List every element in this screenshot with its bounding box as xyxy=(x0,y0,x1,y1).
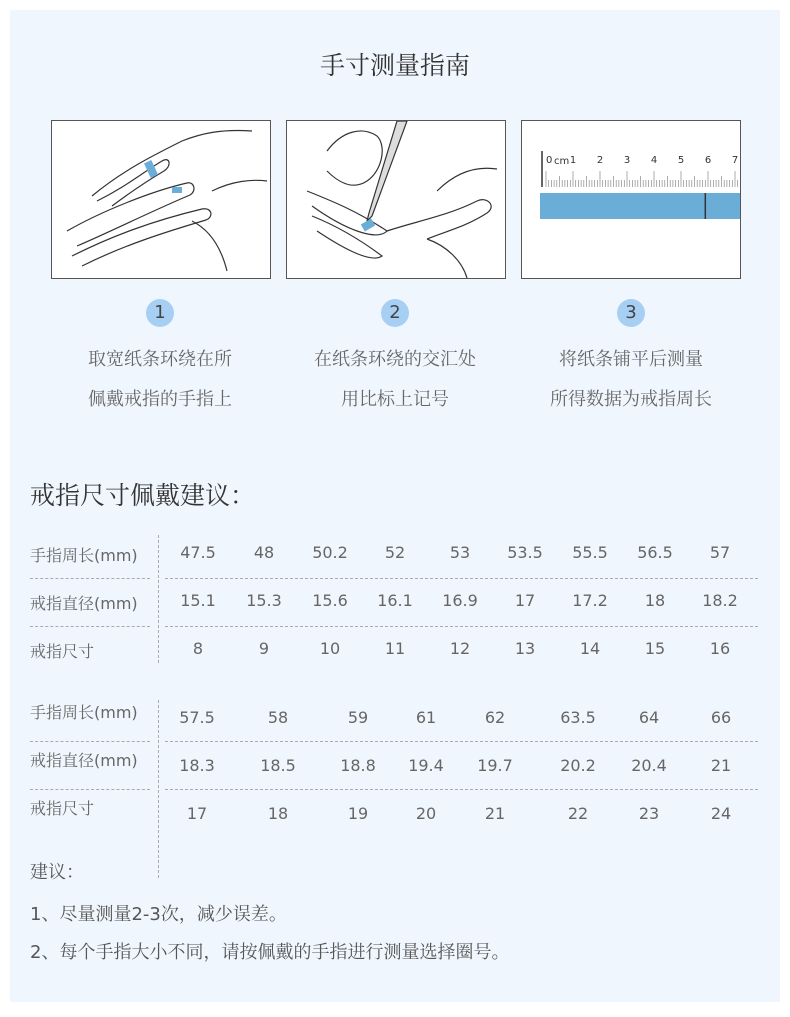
table-cell: 50.2 xyxy=(312,543,348,562)
ruler-label: 4 xyxy=(650,155,658,166)
table-cell: 15.1 xyxy=(180,591,216,610)
page-title: 手寸测量指南 xyxy=(319,51,470,80)
ruler-label: 5 xyxy=(677,155,685,166)
table-cell: 16.9 xyxy=(442,591,478,610)
row-divider xyxy=(165,789,758,790)
step-number-badge: 2 xyxy=(381,299,409,327)
table-cell: 19 xyxy=(347,804,369,823)
note-item: 2、每个手指大小不同，请按佩戴的手指进行测量选择圈号。 xyxy=(30,942,510,963)
step-description: 在纸条环绕的交汇处 xyxy=(314,349,476,370)
ruler-label: 1 xyxy=(569,155,577,166)
ruler-ticks xyxy=(546,155,738,187)
table-cell: 52 xyxy=(384,543,406,562)
table-cell: 63.5 xyxy=(560,708,596,727)
table-cell: 64 xyxy=(638,708,660,727)
table-cell: 11 xyxy=(384,639,406,658)
table-cell: 10 xyxy=(319,639,341,658)
table-cell: 18.2 xyxy=(702,591,738,610)
table-cell: 21 xyxy=(710,756,732,775)
row-divider xyxy=(165,741,758,742)
table-cell: 13 xyxy=(514,639,536,658)
row-label: 手指周长(mm) xyxy=(30,546,138,565)
table-cell: 19.7 xyxy=(477,756,513,775)
row-label: 戒指尺寸 xyxy=(30,642,95,661)
table-cell: 17.2 xyxy=(572,591,608,610)
table-cell: 15 xyxy=(644,639,666,658)
row-divider xyxy=(30,626,150,627)
table-cell: 61 xyxy=(415,708,437,727)
table-cell: 18 xyxy=(644,591,666,610)
table-cell: 17 xyxy=(514,591,536,610)
table-cell: 20.2 xyxy=(560,756,596,775)
row-divider xyxy=(30,789,150,790)
table-cell: 15.3 xyxy=(246,591,282,610)
note-item: 1、尽量测量2-3次，减少误差。 xyxy=(30,904,287,925)
table-divider xyxy=(158,535,159,663)
row-divider xyxy=(30,578,150,579)
table-cell: 18 xyxy=(267,804,289,823)
row-divider xyxy=(165,578,758,579)
table-cell: 18.5 xyxy=(260,756,296,775)
table-cell: 47.5 xyxy=(180,543,216,562)
table-cell: 12 xyxy=(449,639,471,658)
ruler-label: 7 xyxy=(731,155,739,166)
table-cell: 55.5 xyxy=(572,543,608,562)
table-cell: 16.1 xyxy=(377,591,413,610)
table-cell: 16 xyxy=(709,639,731,658)
table-cell: 18.8 xyxy=(340,756,376,775)
step-description: 将纸条铺平后测量 xyxy=(559,349,703,370)
row-divider xyxy=(165,626,758,627)
notes-heading: 建议： xyxy=(30,862,84,883)
step-number-badge: 1 xyxy=(146,299,174,327)
table-cell: 19.4 xyxy=(408,756,444,775)
table-cell: 23 xyxy=(638,804,660,823)
row-label: 戒指尺寸 xyxy=(30,799,95,818)
step-number-badge: 3 xyxy=(617,299,645,327)
table-cell: 22 xyxy=(567,804,589,823)
illustration-ruler xyxy=(521,120,741,279)
illustration-mark-paper xyxy=(286,120,506,279)
table-cell: 20 xyxy=(415,804,437,823)
step-description: 所得数据为戒指周长 xyxy=(550,389,712,410)
table-cell: 21 xyxy=(484,804,506,823)
table-cell: 17 xyxy=(186,804,208,823)
row-divider xyxy=(30,741,150,742)
table-cell: 56.5 xyxy=(637,543,673,562)
table-cell: 9 xyxy=(258,639,270,658)
table-divider xyxy=(158,700,159,878)
table-cell: 62 xyxy=(484,708,506,727)
ruler-label: 6 xyxy=(704,155,712,166)
table-cell: 48 xyxy=(253,543,275,562)
table-cell: 15.6 xyxy=(312,591,348,610)
table-cell: 57 xyxy=(709,543,731,562)
section-title: 戒指尺寸佩戴建议： xyxy=(30,481,256,510)
table-cell: 57.5 xyxy=(179,708,215,727)
table-cell: 53.5 xyxy=(507,543,543,562)
table-cell: 58 xyxy=(267,708,289,727)
ruler-label: 2 xyxy=(596,155,604,166)
ruler-unit: cm xyxy=(554,156,570,167)
table-cell: 20.4 xyxy=(631,756,667,775)
table-cell: 8 xyxy=(192,639,204,658)
table-cell: 14 xyxy=(579,639,601,658)
table-cell: 24 xyxy=(710,804,732,823)
step-description: 取宽纸条环绕在所 xyxy=(88,349,232,370)
row-label: 戒指直径(mm) xyxy=(30,594,138,613)
table-cell: 66 xyxy=(710,708,732,727)
step-description: 佩戴戒指的手指上 xyxy=(88,389,232,410)
ruler-label: 3 xyxy=(623,155,631,166)
illustration-wrap-finger xyxy=(51,120,271,279)
table-cell: 18.3 xyxy=(179,756,215,775)
step-description: 用比标上记号 xyxy=(341,389,449,410)
table-cell: 53 xyxy=(449,543,471,562)
table-cell: 59 xyxy=(347,708,369,727)
row-label: 戒指直径(mm) xyxy=(30,751,138,770)
ruler-label: 0 xyxy=(546,155,553,166)
row-label: 手指周长(mm) xyxy=(30,703,138,722)
